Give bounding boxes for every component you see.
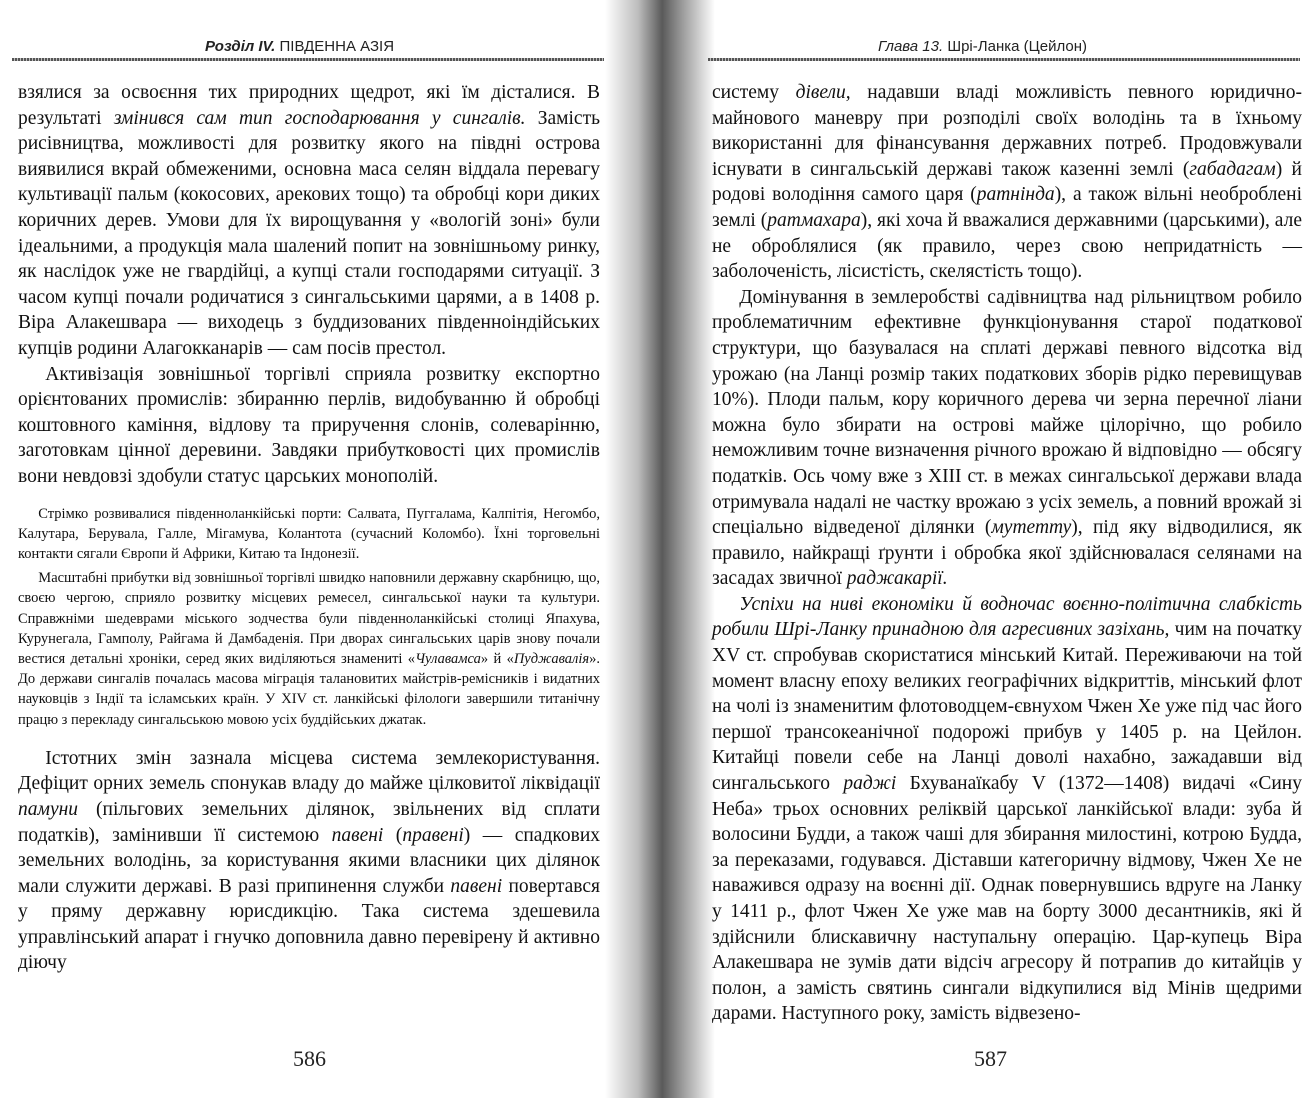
chapter-title: Шрі-Ланка (Цейлон) [947,38,1087,55]
text-run: Істотних змін зазнала місцева система землекористування. Дефіцит орних земель спонукав владу до майже цілковитої ліквідації [18,747,600,795]
text-run: ( [383,824,403,846]
book-gutter-shadow [605,0,715,1098]
text-run: чим на початку XV ст. спробував скористатися мінський Китай. Переживаючи на той момент власну епоху великих географічних відкриттів, мінський флот на чолі із знаменитим флотоводцем-євнухом Чжен Хе уже під час його першої трансокеанічної подорожі прибув у 1405 р. на Цейлон. Китайці повели себе на Ланці доволі нахабно, зажадавши від сингальського [712,619,1302,795]
right-page [700,0,1308,1098]
emphasis-run: мутетту [991,517,1072,539]
emphasis-run: павені [331,824,384,846]
text-run: (пільгових земельних ділянок, звільнених від сплати податків), замінивши її системою [18,798,600,846]
text-run: ». До держави сингалів почалась масова міграція талановитих майстрів-ремісників і видатних науковців з Індії та ісламських країн. У XIV ст. ланкійські філологи завершили титанічну працю з перекладу сингальською мовою усіх буддійських джатак. [18,650,600,728]
left-page [0,0,612,1098]
chapter-label: Глава 13. [878,38,944,55]
right-paragraph-1 [712,80,1302,285]
text-run: систему [712,82,796,103]
text-run: ) — спадкових земельних володінь, за користування якими власники цих ділянок мали служити державі. В разі припинення служби [18,824,601,897]
left-body-text [18,80,600,976]
left-header-rule [12,58,604,61]
emphasis-run: змінився сам тип господарювання у сингалів. [113,107,526,129]
text-run: ), які хоча й вважалися державними (царськими), але не оброблялися (як правило, через свою непридатність — заболоченість, лісистість, скелястість тощо). [712,209,1302,283]
left-small-paragraph-2 [18,568,600,730]
text-run: Замість рисівництва, можливості для розвитку якого на півдні острова виявилися вкрай обмеженими, основна маса селян віддала перевагу культивації пальм (кокосових, арекових тощо) та обробці кори диких коричних дерев. Умови для їх вирощування у «вологій зоні» були ідеальними, а продукція мала шалений попит на зовнішньому ринку, як наслідок уже не гвардійці, а купці стали господарями ситуації. З часом купці почали родичатися з сингальськими царями, а в 1408 р. Віра Алакешвара — виходець з буддизованих південноіндійських купців родини Алагокканарів — сам посів престол. [18,107,600,359]
page-number-right: 587 [974,1046,1007,1071]
emphasis-run: правені [402,824,464,846]
right-header-rule [708,58,1300,61]
text-run: Бхуванаїкабу V (1372—1408) видачі «Сину Неба» трьох основних реліквій царської ланкійської влади: зуба й волосини Будди, а також чаші для збирання милостині, котрою Будда, за переказами, годувався. Діставши категоричну відмову, Чжен Хе не наважився одразу на воєнні дії. Однак повернувшись вдруге на Ланку у 1411 р., флот Чжен Хе уже мав на борту 3000 десантників, які й здійснили блискавичну наступальну операцію. Цар-купець Віра Алакешвара не зумів дати відсіч агресору й потрапив до китайців у полон, а замість святинь сингали відкупилися від Мінів щедрими дарами. Наступного року, замість відвезено- [712,773,1302,1025]
emphasis-run: Чулавамса [415,650,481,667]
section-label: Розділ IV. [205,38,276,55]
left-paragraph-1 [18,80,600,362]
emphasis-run: ратмахара [767,209,861,231]
section-title: ПІВДЕННА АЗІЯ [279,38,395,55]
right-running-head [878,38,1087,55]
text-run: ), під яку відводилися, як правило, найкращі ґрунти і обробка якої здійснювалася селянами на засадах звичної [712,517,1302,590]
emphasis-run: дівели, [795,82,851,103]
emphasis-run: Успіхи на ниві економіки й водночас воєнно-політична слабкість робили Шрі-Ланку принадною для агресивних зазіхань, [712,593,1302,641]
text-run: надавши владі можливість певного юридично-майнового маневру при розподілі своїх володінь та в їхньому використанні для фінансування державних потреб. Продовжували існувати в сингальській державі також казенні землі ( [712,82,1302,180]
emphasis-run: памуни [18,798,79,820]
emphasis-run: Пуджавалія [513,650,590,667]
right-body-text [712,80,1302,1027]
text-run: ), а також вільні необроблені землі ( [712,184,1302,231]
emphasis-run: павені [450,875,503,897]
right-paragraph-2 [712,285,1302,592]
text-run: ) й родові володіння самого царя ( [712,158,1302,206]
left-running-head [205,38,394,55]
text-run: Масштабні прибутки від зовнішньої торгівлі швидко наповнили державну скарбницю, що, своєю чергою, сприяло розвитку місцевих ремесел, сингальської науки та культури. Справжніми шедеврами міського зодчества були південноланкійські столиці Япахува, Курунегала, Гамполу, Райгама й Дамбаденія. При дворах сингальських царів знову почали вестися детальні хроніки, серед яких виділяються знамениті « [18,570,600,667]
page-number-left: 586 [293,1046,326,1071]
emphasis-run: раджакарії. [846,568,948,590]
emphasis-run: габадагам [1189,158,1276,180]
text-run: повертався у пряму державну юрисдикцію. Така система здешевила управлінський апарат і гнучко доповнила давно перевірену й активно діючу [18,875,600,974]
text-run: » й « [480,650,514,667]
emphasis-run: раджі [843,773,897,795]
left-paragraph-3 [18,746,600,976]
left-small-paragraph-1: Стрімко розвивалися південноланкійські порти: Салвата, Пуггалама, Калпітія, Негомбо, Калутара, Берувала, Галле, Мігамува, Колантота (сучасний Коломбо). Їхні торговельні контакти сягали Європи й Африки, Китаю та Індонезії. [18,505,600,562]
text-run: Домінування в землеробстві садівництва над рільництвом робило проблематичним ефективне функціонування старої податкової структури, що базувалася на сплаті державі певного відсотка від урожаю (на Ланці розмір таких податкових зборів рідко перевищував 10%). Плоди пальм, кору коричного дерева чи зерна перечної ліани можна було збирати на острові майже цілорічно, що робило неможливим точне визначення річного врожаю й відповідно — обсягу податків. Ось чому вже з XIII ст. в межах сингальської держави влада отримувала надалі не частку врожаю з усіх земель, а повний врожай зі спеціально відведеної ділянки ( [712,286,1302,539]
left-paragraph-2: Активізація зовнішньої торгівлі сприяла розвитку експортно орієнтованих промислів: збиранню перлів, видобуванню й обробці коштовного каміння, вiдлову та приручення слонів, солеварінню, заготовкам цінної деревини. Завдяки прибутковості цих промислів вони невдовзі здобули статус царських монополій. [18,363,600,487]
text-run: взялися за освоєння тих природних щедрот, які їм дісталися. В результаті [18,82,600,129]
right-paragraph-3 [712,592,1302,1027]
emphasis-run: ратнінда [976,184,1055,206]
